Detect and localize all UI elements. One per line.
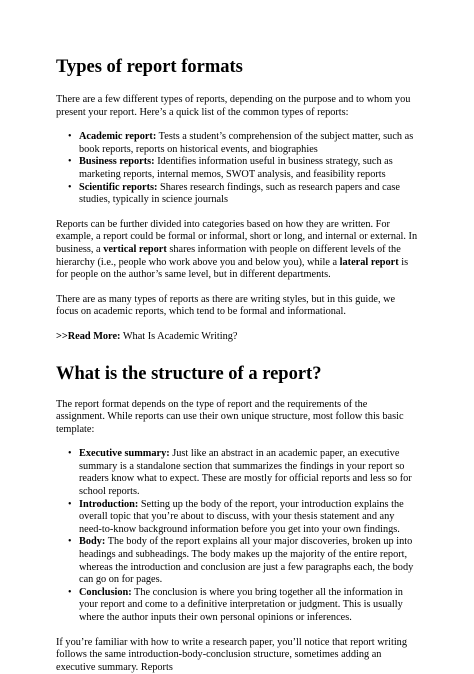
list-item-scientific-reports: • Scientific reports: Shares research findings, such as research papers and case studies, typically in science journals xyxy=(68,181,400,206)
list-item-body: • Body: The body of the report explains all your major discoveries, broken up into headings and subheadings. The body makes up the majority of the entire report, whereas the introduction and conclusion are just a few paragraphs each, the body can go on for pages. xyxy=(68,536,414,586)
heading-types-of-report-formats: Types of report formats xyxy=(56,57,243,77)
bullet-icon: • xyxy=(68,156,72,168)
list-item-introduction: • Introduction: Setting up the body of the report, your introduction explains the overall topic that you’re about to discuss, with your thesis statement and any need-to-know background information before you get into your own findings. xyxy=(68,498,404,535)
report-types-list xyxy=(56,131,418,207)
bullet-icon: • xyxy=(68,586,72,598)
bullet-icon: • xyxy=(68,181,72,193)
bullet-icon: • xyxy=(68,448,72,460)
list-item-academic-report: • Academic report: Tests a student’s comprehension of the subject matter, such as book reports, reports on historical events, and biographies xyxy=(68,131,414,155)
bullet-icon: • xyxy=(68,131,72,143)
types-intro-paragraph: There are a few different types of reports, depending on the purpose and to whom you present your report. Here’s a quick list of the common types of reports: xyxy=(56,94,411,118)
list-item-executive-summary: • Executive summary: Just like an abstract in an academic paper, an executive summary is a standalone section that summarizes the findings in your report so readers know what to expect. These are mostly for official reports and less so for school reports. xyxy=(68,448,412,498)
closing-paragraph: If you’re familiar with how to write a research paper, you’ll notice that report writing follows the same introduction-body-conclusion structure, sometimes adding an executive summary. Reports xyxy=(56,636,407,673)
structure-intro-paragraph: The report format depends on the type of report and the requirements of the assignment. While reports can use their own unique structure, most follow this basic template: xyxy=(56,398,404,435)
report-structure-list xyxy=(56,448,418,624)
report-categories-paragraph: Reports can be further divided into categories based on how they are written. For example, a report could be formal or informal, short or long, and internal or external. In business, a vertical report shares information with people on different levels of the hierarchy (i.e., people who work above you and below you), while a lateral report is for people on the author’s same level, but in different departments. xyxy=(56,218,418,281)
list-item-conclusion: • Conclusion: The conclusion is where you bring together all the information in your report and come to a definitive interpretation or judgment. This is usually where the author inputs their own personal opinions or inferences. xyxy=(68,586,403,623)
read-more-link[interactable]: >>Read More: What Is Academic Writing? xyxy=(56,330,238,342)
bullet-icon: • xyxy=(68,536,72,548)
heading-structure-of-report: What is the structure of a report? xyxy=(56,363,322,384)
list-item-business-reports: • Business reports: Identifies information useful in business strategy, such as marketing reports, internal memos, SWOT analysis, and feasibility reports xyxy=(68,156,393,180)
bullet-icon: • xyxy=(68,498,72,510)
academic-focus-paragraph: There are as many types of reports as there are writing styles, but in this guide, we focus on academic reports, which tend to be formal and informational. xyxy=(56,293,396,318)
